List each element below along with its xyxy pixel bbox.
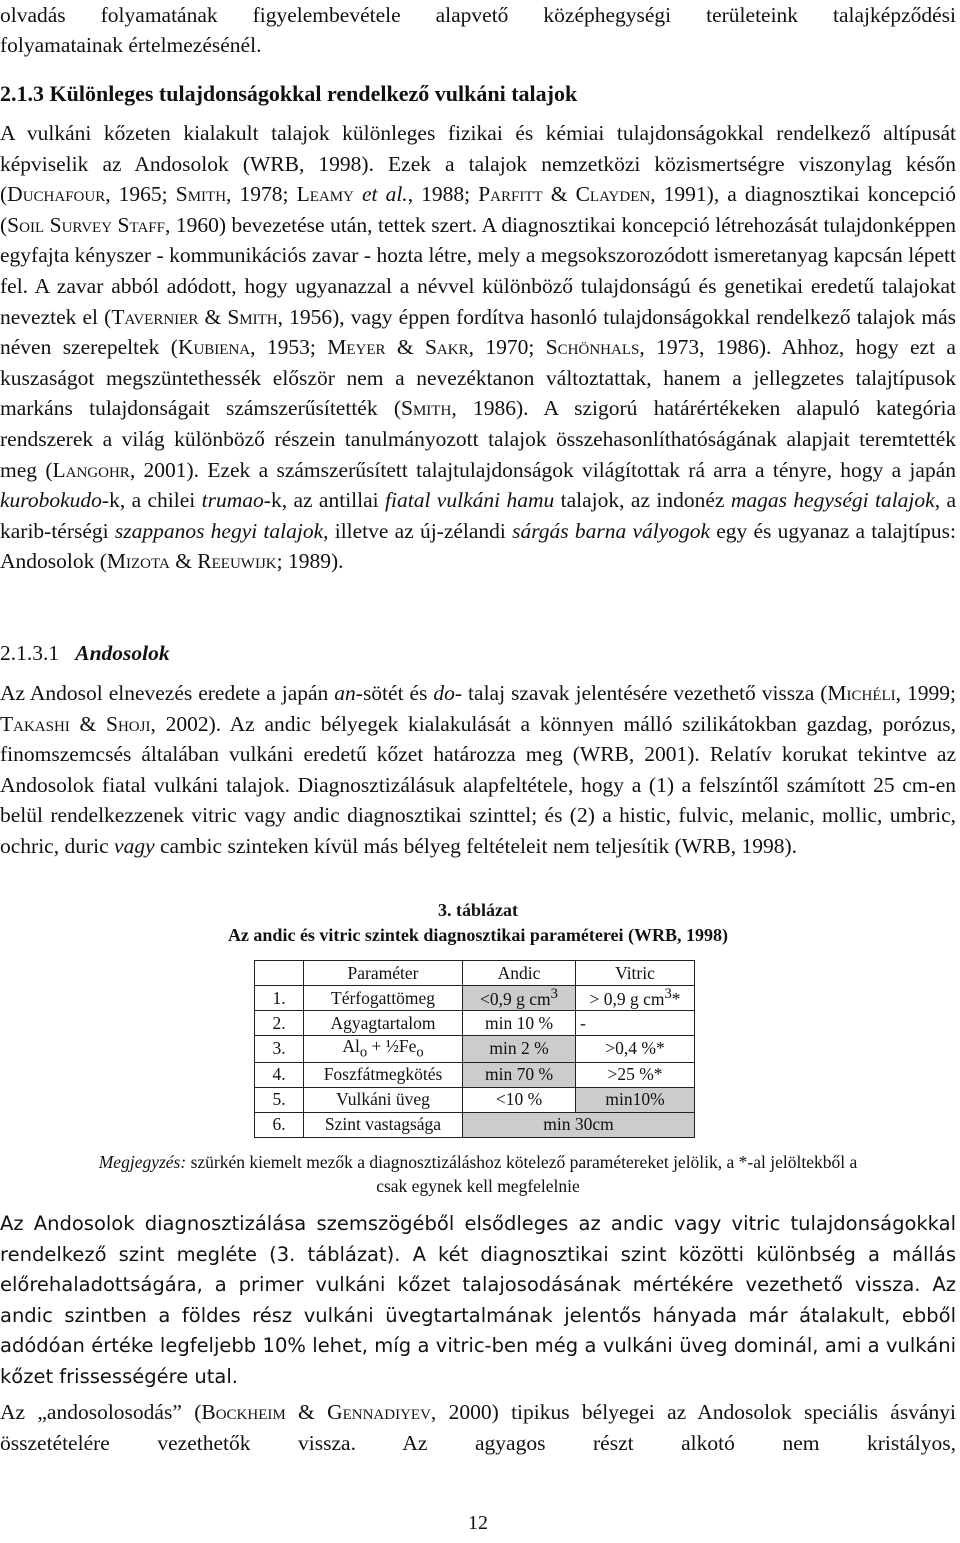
author-ref: Sakr [424, 335, 469, 360]
text-run: , 1970; [468, 335, 546, 360]
cell-value: <0,9 g cm [480, 988, 551, 1009]
vitric-cell: >25 %* [576, 1062, 695, 1087]
table-caption-number: 3. táblázat [438, 900, 518, 920]
row-number: 2. [255, 1011, 304, 1036]
italic-term: magas hegységi talajok [730, 488, 935, 513]
text-run: & [385, 335, 425, 360]
author-ref: Takashi [0, 711, 70, 736]
superscript: 3 [664, 986, 672, 1003]
text-run: & [69, 711, 106, 736]
andic-cell: min 70 % [463, 1062, 576, 1087]
author-ref: Smith [401, 396, 452, 421]
parameters-table [254, 960, 695, 1138]
italic-term: trumao [201, 488, 264, 513]
param-cell: Szint vastagsága [304, 1112, 463, 1137]
text-run: A vulkáni kőzeten kialakult talajok különleges fizikai és kémiai tulajdonságokkal rendelkező altípusát képviselik az Andosolok (WRB, 1998). Ezek a talajok nemzetközi közismertségre viszonylag későn ( [0, 121, 956, 207]
italic-term: vagy [114, 833, 155, 858]
author-ref: Meyer [327, 335, 386, 360]
author-ref: Parfitt [478, 182, 543, 207]
text-run: , illetve az új-zélandi [323, 518, 513, 543]
param-cell: Foszfátmegkötés [304, 1062, 463, 1087]
text-run: -k, az antillai [263, 488, 386, 513]
header-cell-empty [255, 961, 304, 986]
cell-value: Al [342, 1036, 360, 1056]
text-run: Az Andosol elnevezés eredete a japán [0, 681, 335, 705]
author-ref: Soil Survey Staff [7, 212, 165, 237]
etal-text: et al. [361, 182, 408, 207]
text-run: , 1956), vagy éppen fordítva hasonló tulajdonságokkal rendelkező talajok más néven szerepeltek ( [0, 304, 956, 360]
subsection-title: Andosolok [75, 641, 170, 665]
text-run: , 2002). Az andic bélyegek kialakulását a könnyen málló szilikátokban gazdag, porózus, finomszemcsés általában vulkáni eredetű kőzet határozza meg (WRB, 2001). Relatív korukat tekintve az Andosolok fiatal vulkáni talajok. Diagnosztizálásuk alapfeltétele, hogy a (1) a felszíntől számított 25 cm-en belül rendelkezzenek vitric vagy andic diagnosztikai szinttel; és (2) a histic, fulvic, melanic, mollic, umbric, ochric, duric [0, 711, 956, 858]
andic-cell: min 2 % [463, 1036, 576, 1063]
author-ref: Reeuwijk [197, 549, 277, 574]
text-run: Az „andosolosodás” ( [0, 1400, 202, 1424]
text-run: & [198, 304, 228, 329]
text-run: , 2000) tipikus bélyegei az Andosolok speciális ásványi összetételére vezethetők vissza. Az agyagos részt alkotó nem kristályos, [0, 1400, 956, 1455]
row-number: 3. [255, 1036, 304, 1063]
header-cell: Paraméter [304, 961, 463, 986]
text-run: , 1988; [407, 182, 479, 207]
table-caption-title: Az andic és vitric szintek diagnosztikai paraméterei (WRB, 1998) [227, 925, 729, 945]
subsection-number: 2.1.3.1 [0, 641, 60, 665]
text-run: talaj szavak jelentésére vezethető vissza ( [462, 681, 828, 705]
text-run: , 1960) bevezetése után, tettek szert. A diagnosztikai koncepció létrehozását tulajdonképpen egyfajta kényszer - kommunikációs zavar - hozta létre, mely a megsokszorozódott ismeretanyag kapcsán lépett fel. A zavar abból adódott, hogy ugyanazzal a névvel különböző tulajdonságú és genetikai eredetű talajokat neveztek el ( [0, 212, 956, 329]
vitric-cell: - [576, 1011, 695, 1036]
cell-value: + ½Fe [367, 1036, 417, 1056]
vitric-cell [576, 986, 695, 1011]
text-run: egy és ugyanaz a talajtípus: Andosolok ( [0, 518, 956, 574]
author-ref: Kubiena [177, 335, 251, 360]
table-row [255, 986, 695, 1011]
author-ref: Bockheim [201, 1400, 286, 1424]
table-header-row [255, 961, 695, 986]
subscript: o [359, 1044, 368, 1061]
section-paragraph [0, 118, 956, 577]
author-ref: Schönhals [545, 335, 640, 360]
italic-term: do- [433, 681, 463, 705]
italic-term: sárgás barna vályogok [512, 518, 711, 543]
andic-cell: <10 % [463, 1087, 576, 1112]
author-ref: Langohr [52, 457, 130, 482]
param-cell: Vulkáni üveg [304, 1087, 463, 1112]
author-ref: Michéli [827, 681, 896, 705]
paragraph-andosol-diagnosis: Az Andosolok diagnosztizálása szemszögéből elsődleges az andic vagy vitric tulajdonságokkal rendelkező szint megléte (3. táblázat). A két diagnosztikai szint közötti különbség a mállás előrehaladottságára, a primer vulkáni kőzet talajosodásának mértékére vezethető vissza. Az andic szintben a földes rész vulkáni üvegtartalmának jelentős hányada már átalakult, ebből adódóan értéke legfeljebb 10% lehet, míg a vitric-ben még a vulkáni üveg dominál, ami a vulkáni kőzet frissességére utal. [0, 1212, 956, 1388]
note-label: Megjegyzés: [98, 1152, 187, 1172]
text-run: , 1999; [895, 681, 956, 705]
note-text: szürkén kiemelt mezők a diagnosztizáláshoz kötelező paramétereket jelölik, a *-al jelöltekből a [186, 1152, 858, 1172]
row-number: 1. [255, 986, 304, 1011]
subscript: o [416, 1044, 424, 1061]
text-run: , 1953; [250, 335, 328, 360]
text-run: , 2001). Ezek a számszerűsített talajtulajdonságok világítottak rá arra a tényre, hogy a japán [129, 457, 956, 482]
merged-cell: min 30cm [463, 1112, 695, 1137]
row-number: 4. [255, 1062, 304, 1087]
row-number: 6. [255, 1112, 304, 1137]
author-ref: Tavernier [111, 304, 199, 329]
text-run: & [542, 182, 576, 207]
param-cell [304, 1036, 463, 1063]
table-row [255, 1087, 695, 1112]
text-run: , 1991), a diagnosztikai koncepció ( [0, 182, 957, 237]
italic-term: szappanos hegyi talajok [114, 518, 324, 543]
author-ref: Mizota [106, 549, 170, 574]
text-run: , 1978; [226, 182, 297, 207]
table-row [255, 1112, 695, 1137]
table-row [255, 1011, 695, 1036]
subsection-paragraph [0, 678, 956, 862]
intro-line-2: folyamatainak értelmezésénél. [0, 33, 262, 57]
text-run: -k, a chilei [101, 488, 202, 513]
text-run: , 1986). A szigorú határértékeken alapuló kategória rendszerek a világ különböző részein tanulmányozott talajok összehasonlíthatóságának alapjait teremtették meg ( [0, 396, 956, 482]
text-run: talajok, az indonéz [554, 488, 731, 513]
header-cell: Andic [463, 961, 576, 986]
andic-cell: min 10 % [463, 1011, 576, 1036]
author-ref: Smith [227, 304, 278, 329]
section-heading: 2.1.3 Különleges tulajdonságokkal rendelkező vulkáni talajok [0, 81, 578, 106]
table-note [0, 1149, 956, 1175]
intro-line-1: olvadás folyamatának figyelembevétele alapvető középhegységi területeink talajképződési [0, 3, 956, 27]
vitric-cell: min10% [576, 1087, 695, 1112]
italic-term: kurobokudo [0, 488, 102, 513]
text-run: , 1965; [105, 182, 176, 207]
author-ref: Gennadiyev [327, 1400, 431, 1424]
vitric-cell: >0,4 %* [576, 1036, 695, 1063]
italic-term: an [334, 681, 356, 705]
param-cell: Agyagtartalom [304, 1011, 463, 1036]
text-run: , 1973, 1986). Ahhoz, hogy ezt a kuszaságot megszüntethessék először nem a nevezéktanon változtattak, hanem a jellegzetes talajtípusok markáns tulajdonságait számszerűsítették ( [0, 335, 956, 421]
table-row [255, 1062, 695, 1087]
author-ref: Smith [175, 182, 227, 207]
author-ref: Leamy [296, 182, 354, 207]
author-ref: Shoji [106, 711, 151, 736]
page-number: 12 [468, 1512, 488, 1534]
cell-value: * [671, 988, 681, 1009]
text-run: -sötét és [355, 681, 434, 705]
text-run: cambic szinteken kívül más bélyeg feltételeit nem teljesítik (WRB, 1998). [154, 833, 798, 858]
paragraph-andosolosodas [0, 1397, 956, 1458]
table-note-line-2: csak egynek kell megfelelnie [376, 1176, 580, 1196]
table-row [255, 1036, 695, 1063]
subsection-heading [0, 638, 170, 668]
cell-value: > 0,9 g cm [589, 988, 665, 1009]
andic-cell [463, 986, 576, 1011]
header-cell: Vitric [576, 961, 695, 986]
italic-term: fiatal vulkáni hamu [385, 488, 555, 513]
author-ref: Clayden [575, 182, 651, 207]
text-run: , a karib-térségi [0, 488, 957, 543]
text-run: ; 1989). [276, 549, 344, 574]
row-number: 5. [255, 1087, 304, 1112]
author-ref: Duchafour [7, 182, 106, 207]
text-run: & [285, 1400, 328, 1424]
text-run: & [169, 549, 198, 574]
param-cell: Térfogattömeg [304, 986, 463, 1011]
superscript: 3 [550, 986, 558, 1003]
